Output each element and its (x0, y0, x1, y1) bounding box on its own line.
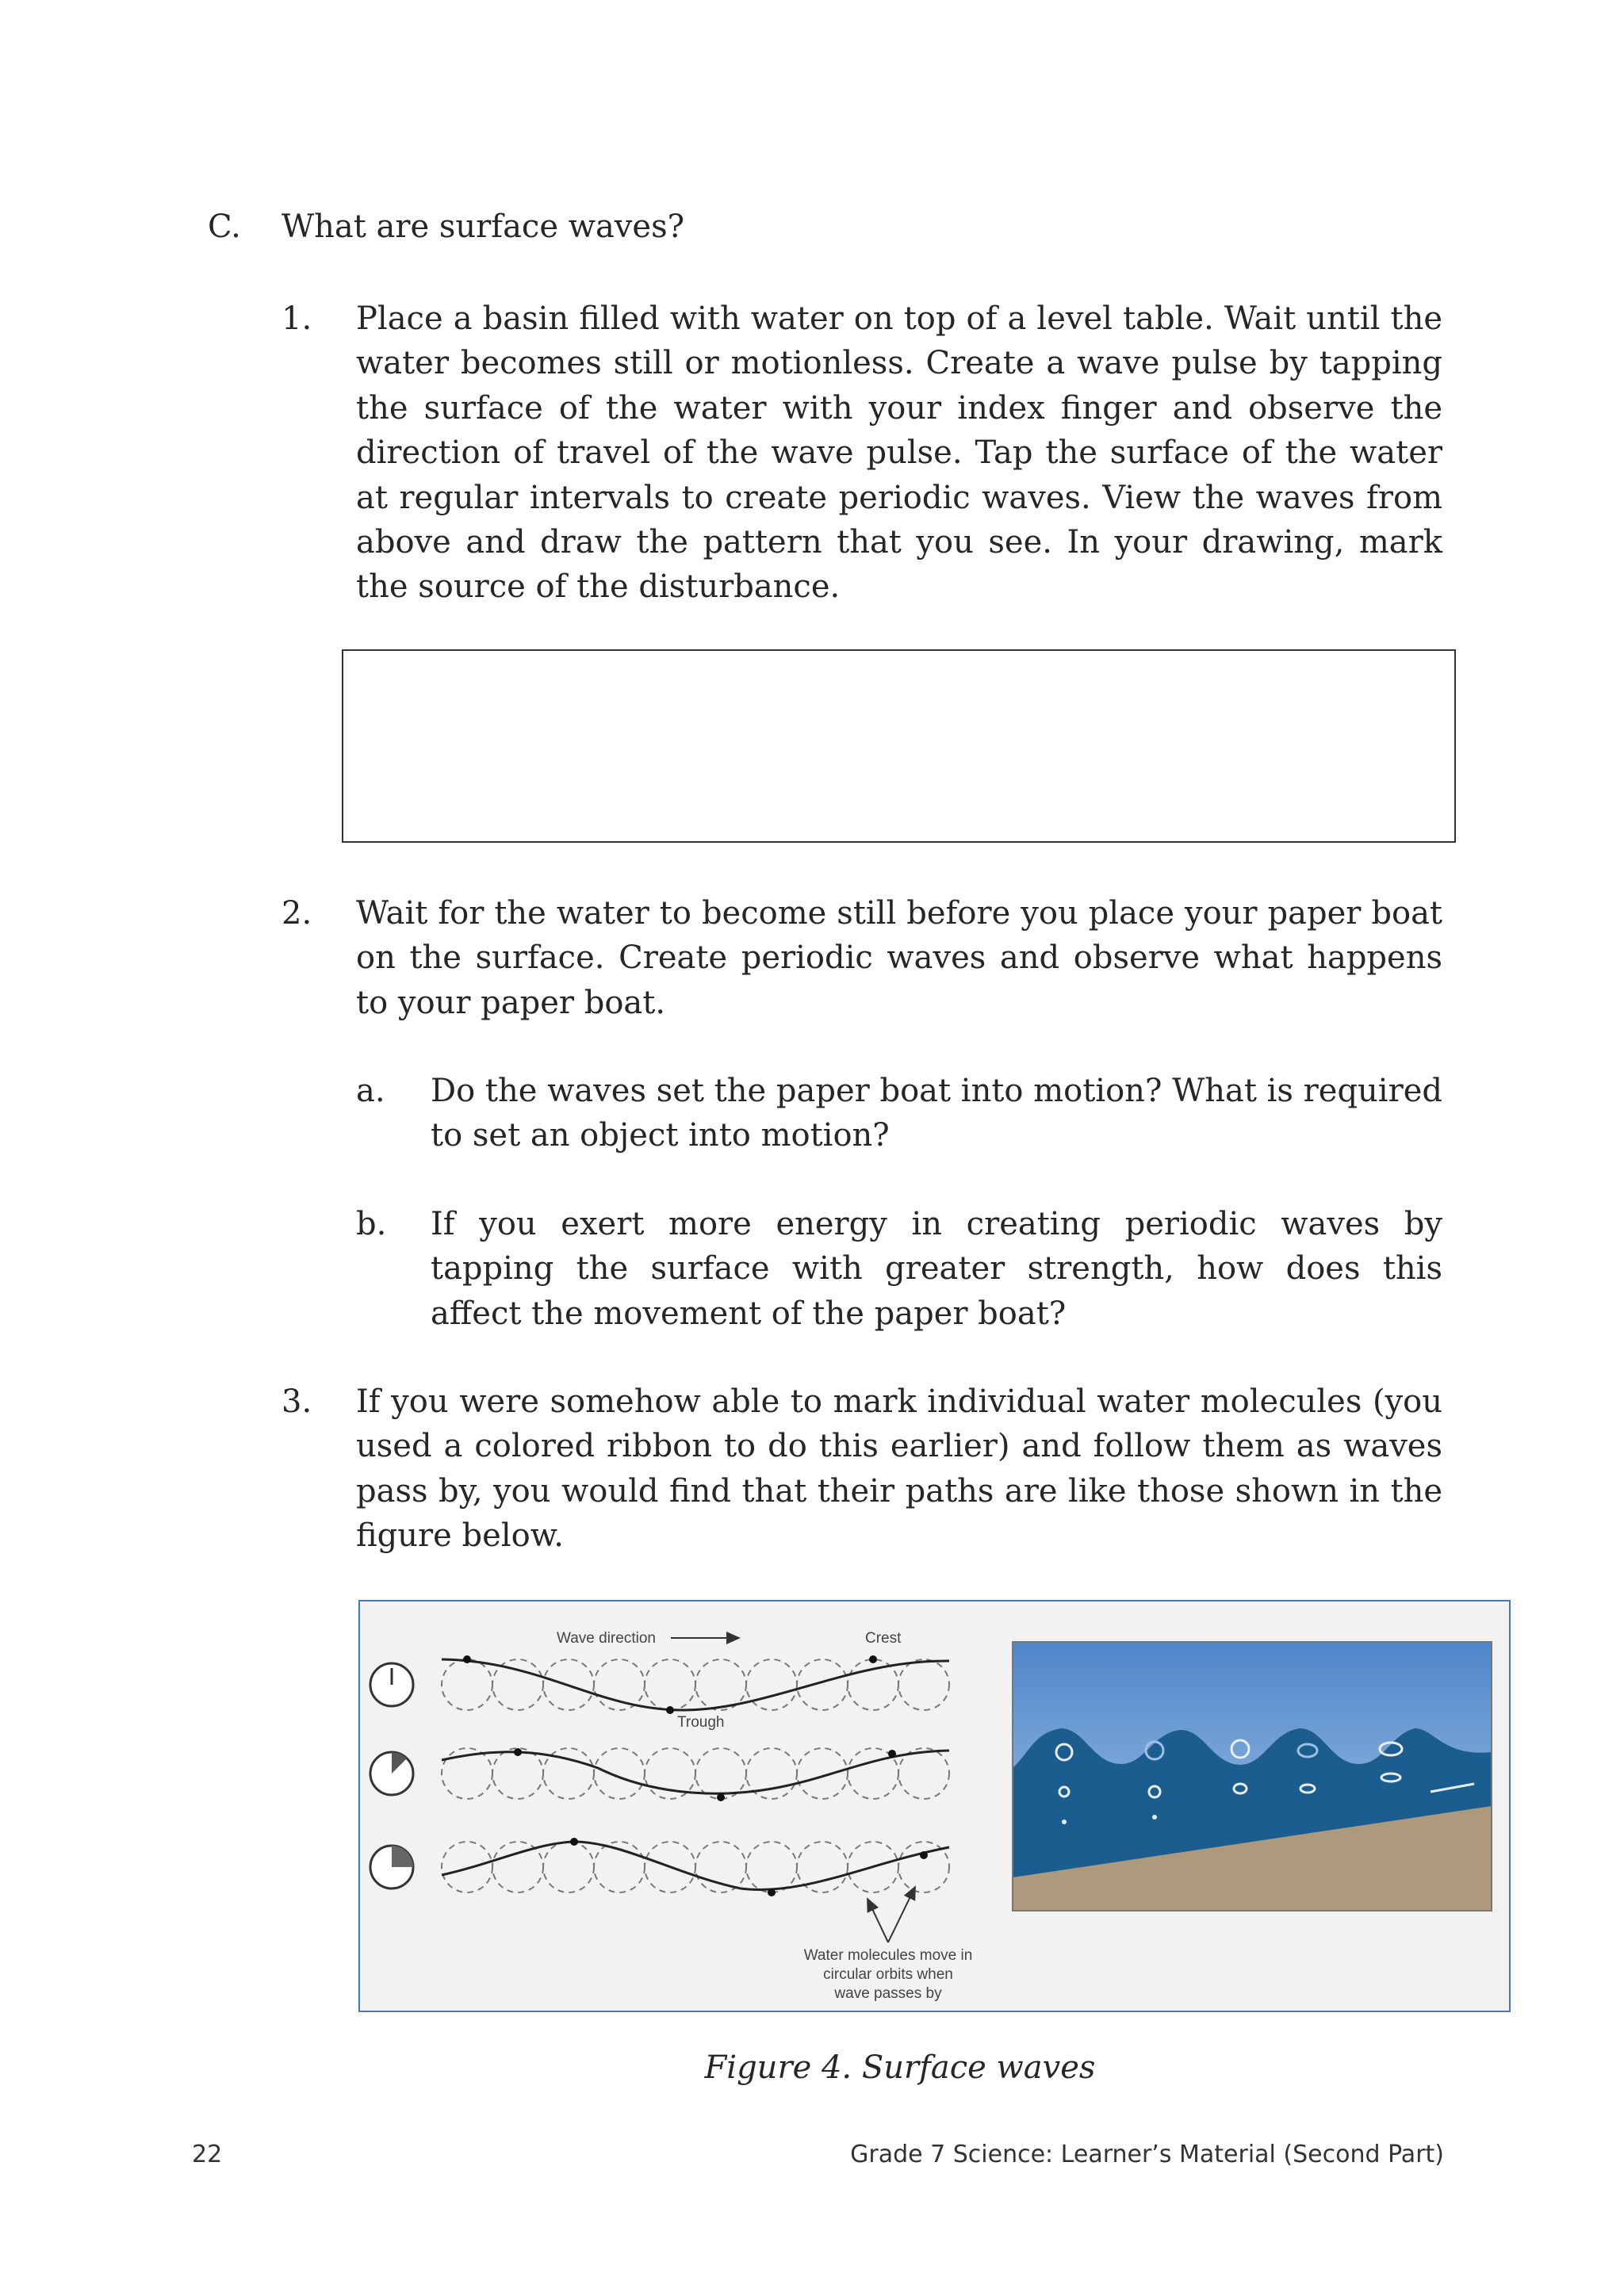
water-particle (717, 1793, 725, 1801)
orbit-circle (543, 1842, 594, 1892)
orbit-circle (695, 1659, 746, 1710)
orbit-circle (695, 1748, 746, 1799)
water-particle (570, 1838, 578, 1846)
subitem-label: b. (356, 1206, 387, 1242)
item-number: 1. (282, 300, 312, 337)
trough-label: Trough (677, 1714, 725, 1731)
figure-caption: Figure 4. Surface waves (704, 2049, 1096, 2086)
water-particle (768, 1888, 776, 1896)
section-title: What are surface waves? (282, 209, 685, 245)
orbit-row-3 (370, 1838, 949, 1896)
orbit-row-2 (370, 1748, 949, 1801)
orbit-circle (442, 1659, 492, 1710)
subitem-text: Do the waves set the paper boat into motion? What is required to set an object into motion? (431, 1073, 1442, 1154)
orbit-circle (594, 1748, 645, 1799)
orbit-circle (442, 1842, 492, 1892)
orbit-circle (848, 1659, 898, 1710)
orbit-marker (1152, 1815, 1157, 1820)
footer-title: Grade 7 Science: Learner’s Material (Second Part) (850, 2141, 1444, 2168)
wave-direction-label: Wave direction (557, 1630, 656, 1647)
item-text: Wait for the water to become still before you place your paper boat on the surface. Create periodic waves and observe what happens to your paper boat. (356, 895, 1442, 1021)
subitem-label: a. (356, 1073, 385, 1109)
water-particle (666, 1706, 674, 1714)
orbital-diagram (370, 1630, 972, 2002)
drawing-answer-box[interactable] (342, 649, 1456, 843)
crest-label: Crest (865, 1630, 902, 1647)
orbit-circle (746, 1842, 797, 1892)
water-particle (869, 1655, 877, 1663)
water-particle (463, 1655, 471, 1663)
orbit-circle (797, 1748, 848, 1799)
orbit-row-1 (370, 1655, 949, 1714)
water-particle (888, 1750, 896, 1758)
page-number: 22 (192, 2141, 223, 2168)
water-particle (514, 1748, 522, 1756)
clock-wedge (392, 1846, 413, 1867)
orbit-marker (1062, 1820, 1067, 1824)
item-number: 2. (282, 895, 312, 932)
orbit-circle (645, 1659, 695, 1710)
orbit-circle (746, 1659, 797, 1710)
note-arrow (888, 1887, 915, 1942)
note-arrow (868, 1899, 888, 1942)
item-number: 3. (282, 1383, 312, 1420)
orbit-circle (797, 1659, 848, 1710)
figure-svg (360, 1601, 1511, 2012)
section-label: C. (208, 209, 241, 245)
subitem-text: If you exert more energy in creating periodic waves by tapping the surface with greater strength, how does this affect the movement of the paper boat? (431, 1206, 1442, 1332)
item-text: If you were somehow able to mark individual water molecules (you used a colored ribbon to do this earlier) and follow them as waves pass by, you would find that their paths are like those shown in the figure below. (356, 1383, 1442, 1555)
shoreline-diagram (1013, 1642, 1492, 1911)
water-particle (920, 1851, 928, 1859)
orbit-circle (492, 1842, 543, 1892)
orbit-circle (898, 1659, 949, 1710)
orbit-note-line: wave passes by (834, 1985, 942, 2002)
orbit-note-line: circular orbits when (823, 1966, 953, 1983)
item-text: Place a basin filled with water on top of a level table. Wait until the water becomes still or motionless. Create a wave pulse by tapping the surface of the water with your index finger and observe the direction of travel of the wave pulse. Tap the surface of the water at regular intervals to create periodic waves. View the waves from above and draw the pattern that you see. In your drawing, mark the source of the disturbance. (356, 300, 1442, 606)
orbit-circle (898, 1748, 949, 1799)
orbit-note-line: Water molecules move in (803, 1947, 973, 1964)
surface-waves-figure (358, 1600, 1511, 2012)
